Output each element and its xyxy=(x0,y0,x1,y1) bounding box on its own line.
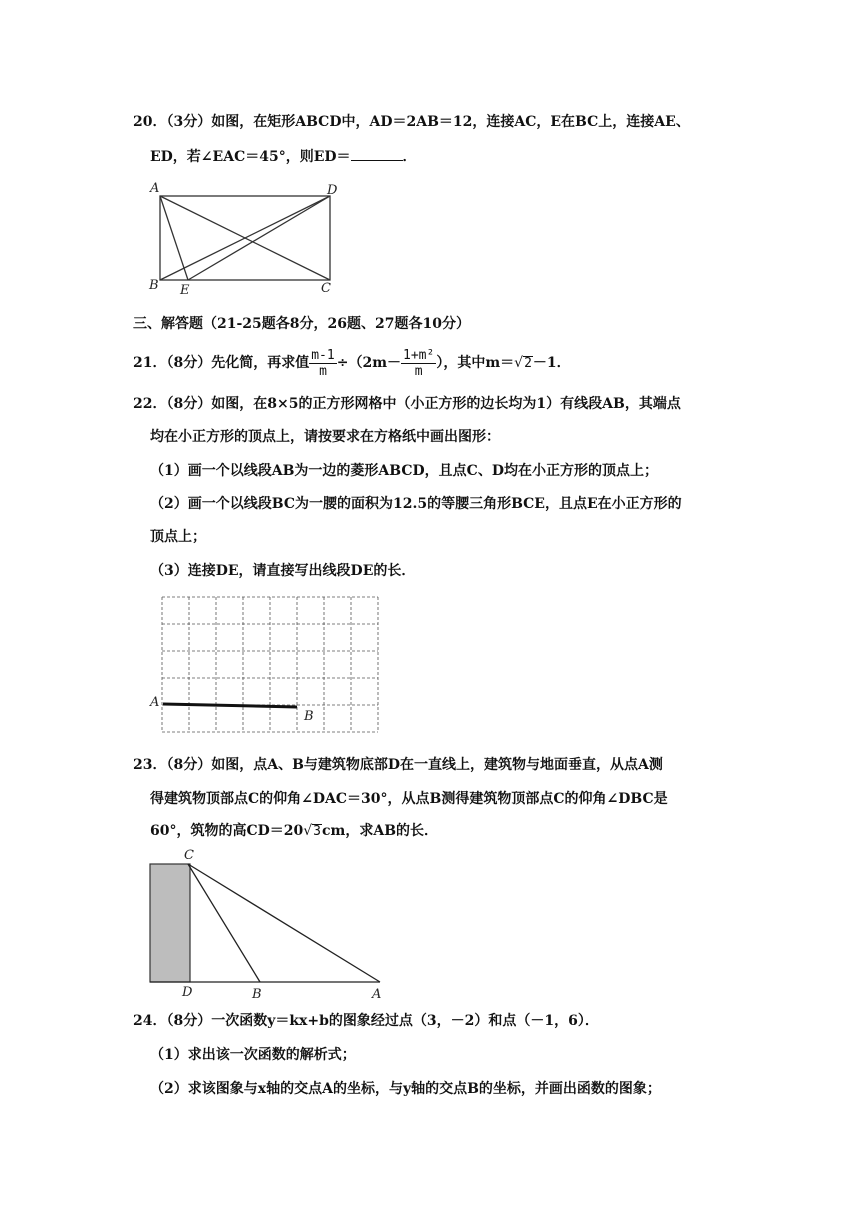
segment-ab xyxy=(163,704,297,707)
segment-ca xyxy=(188,864,380,982)
q22-line-3: （1）画一个以线段AB为一边的菱形ABCD，且点C、D均在小正方形的顶点上； xyxy=(150,463,658,479)
bldg-label-a: A xyxy=(372,987,382,1002)
label-a: A xyxy=(150,181,160,196)
q21-line: 21．（8分）先化简，再求值 $\frac{m-1}{m}$ ÷（2m－ $\frac{\text{1+m²}}{m}$ ），其中m＝√2－1． xyxy=(133,347,571,379)
q24-line-1: 24．（8分）一次函数y＝kx+b的图象经过点（3，－2）和点（－1，6）． xyxy=(133,1013,599,1029)
label-e: E xyxy=(180,283,190,298)
label-c: C xyxy=(321,281,331,296)
label-d: D xyxy=(327,183,338,198)
segment-cb xyxy=(188,864,260,982)
grid-label-a: A xyxy=(150,695,160,710)
q20-text-1: （3分）如图，在矩形ABCD中，AD＝2AB＝12，连接AC，E在BC上，连接AE、 xyxy=(166,114,690,130)
bldg-label-b: B xyxy=(252,987,262,1002)
q20-rectangle-figure xyxy=(140,176,350,298)
q22-line-2: 均在小正方形的顶点上，请按要求在方格纸中画出图形： xyxy=(150,429,500,445)
q20-line-2: ED，若∠EAC＝45°，则ED＝ ． xyxy=(150,146,417,167)
q22-line-5: 顶点上； xyxy=(150,529,206,545)
q23-line-3: 60°，筑物的高CD＝20√3cm，求AB的长． xyxy=(150,823,439,839)
segment-ae xyxy=(160,196,188,280)
q23-building-figure xyxy=(140,844,400,1004)
grid-label-b: B xyxy=(304,709,314,724)
q22-line-6: （3）连接DE，请直接写出线段DE的长． xyxy=(150,563,416,579)
fraction-2: $\frac{\text{1+m²}}{m}$ xyxy=(403,347,435,379)
q24-line-3: （2）求该图象与x轴的交点A的坐标，与y轴的交点B的坐标，并画出函数的图象； xyxy=(150,1081,661,1097)
label-b: B xyxy=(149,278,159,293)
q22-line-4: （2）画一个以线段BC为一腰的面积为12.5的等腰三角形BCE，且点E在小正方形的 xyxy=(150,496,682,512)
building xyxy=(150,864,190,982)
q22-line-1: 22．（8分）如图，在8×5的正方形网格中（小正方形的边长均为1）有线段AB，其端点 xyxy=(133,396,681,412)
q24-line-2: （1）求出该一次函数的解析式； xyxy=(150,1047,356,1063)
sqrt-symbol: √ xyxy=(514,355,524,371)
q20-line-1 xyxy=(133,112,690,132)
fraction-1: $\frac{m-1}{m}$ xyxy=(311,347,335,379)
q20-number: 20． xyxy=(133,114,167,130)
sqrt-symbol: √ xyxy=(303,823,313,839)
segment-ed xyxy=(188,196,330,280)
bldg-label-c: C xyxy=(184,848,194,863)
q22-grid-figure xyxy=(146,592,386,742)
square-grid xyxy=(162,597,378,732)
answer-blank xyxy=(351,146,403,161)
q23-line-1: 23．（8分）如图，点A、B与建筑物底部D在一直线上，建筑物与地面垂直，从点A测 xyxy=(133,757,663,773)
q23-line-2: 得建筑物顶部点C的仰角∠DAC＝30°，从点B测得建筑物顶部点C的仰角∠DBC是 xyxy=(150,791,668,807)
bldg-label-d: D xyxy=(182,985,193,1000)
q20-text-2: ED，若∠EAC＝45°，则ED＝ xyxy=(150,149,351,165)
section-3-heading: 三、解答题（21-25题各8分，26题、27题各10分） xyxy=(133,316,470,332)
